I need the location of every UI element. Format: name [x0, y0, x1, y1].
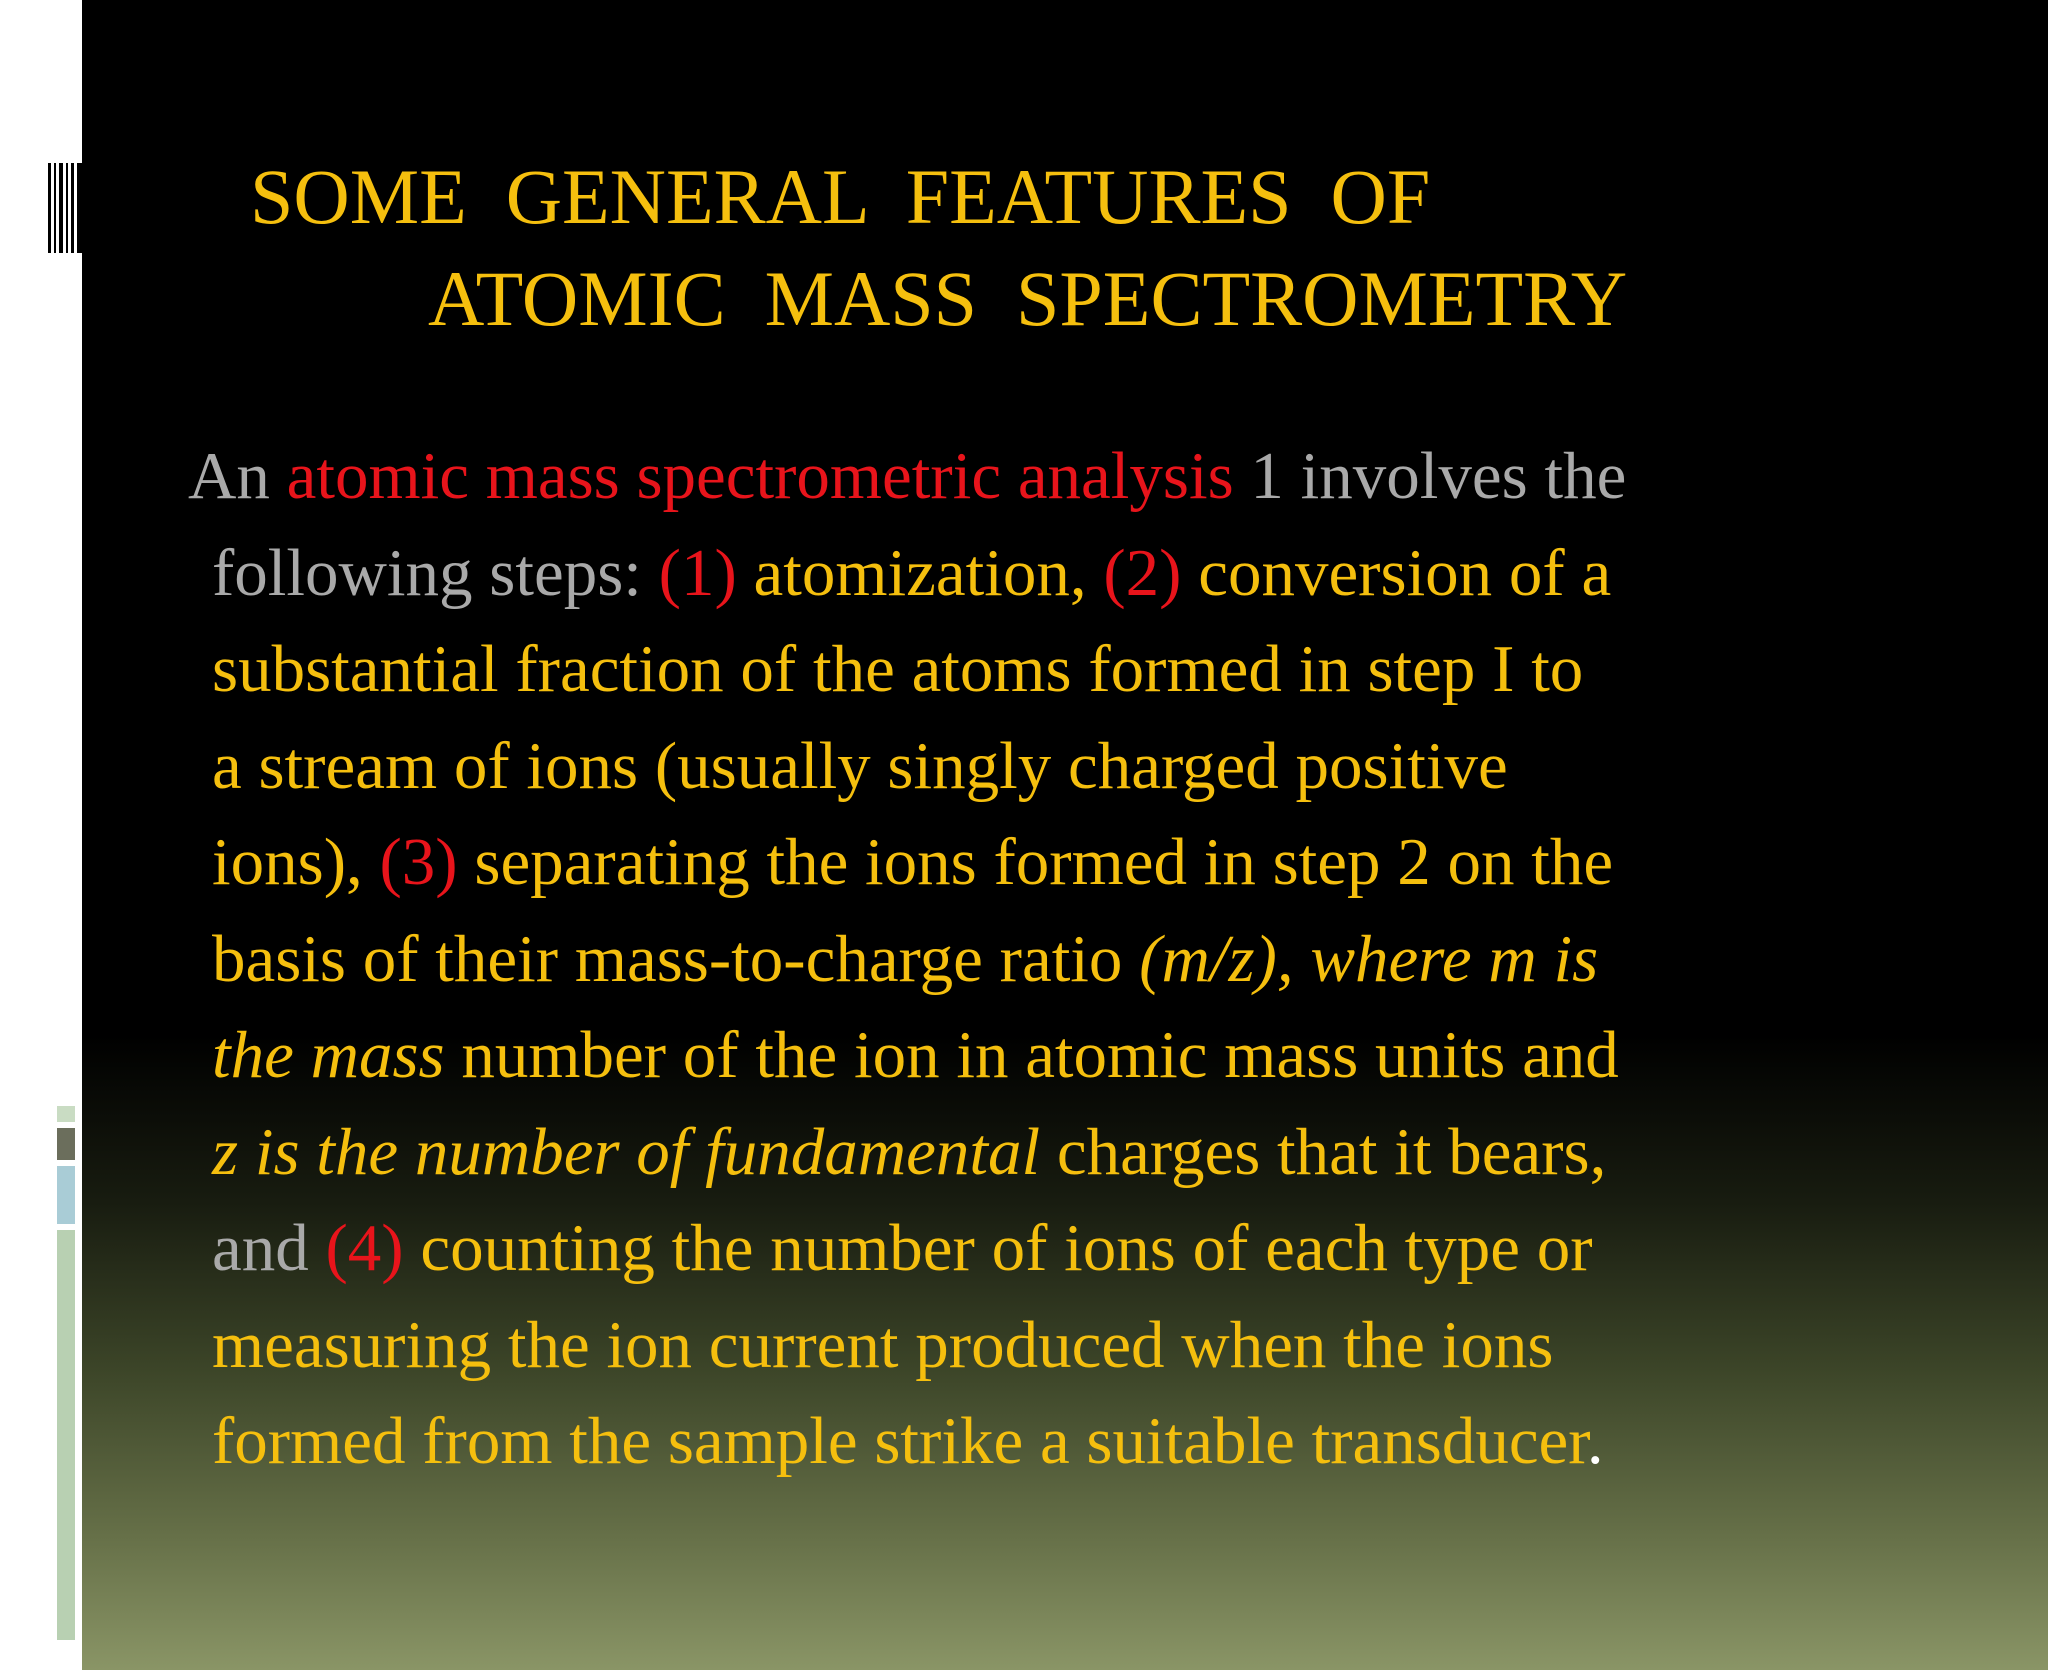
body-line — [212, 1104, 1972, 1201]
body-line — [212, 1393, 1972, 1490]
body-line — [212, 814, 1972, 911]
body-text-run: conversion of a — [1198, 535, 1612, 610]
body-text-run: ions), — [212, 825, 380, 899]
body-text-run: (1) — [658, 535, 754, 610]
slide-sidebar — [0, 0, 82, 1670]
body-line — [212, 621, 1972, 718]
body-text-run: (m/z), where m is — [1139, 921, 1599, 996]
barcode-decoration — [48, 163, 82, 253]
body-line — [212, 525, 1972, 622]
body-line — [212, 1297, 1972, 1394]
body-text-run: separating the ions formed in step 2 on the — [474, 825, 1614, 899]
slide-title-line-1: SOME GENERAL FEATURES OF — [250, 153, 1431, 240]
body-text-run: atomization, — [753, 535, 1104, 610]
body-text-run: the mass — [212, 1018, 462, 1092]
body-line — [212, 1007, 1972, 1104]
body-text-run: (3) — [379, 825, 475, 899]
body-text-run: number of the ion in atomic mass units and — [461, 1018, 1619, 1092]
body-text-run: (4) — [325, 1211, 421, 1285]
body-text-run: z is the number of fundamental — [212, 1114, 1057, 1189]
body-text-run: measuring the ion current produced when the ions — [212, 1307, 1554, 1382]
sidebar-block — [57, 1166, 75, 1224]
body-text-run: charges that it bears, — [1056, 1114, 1607, 1189]
body-text-run: basis of their mass-to-charge ratio — [212, 921, 1140, 996]
sidebar-block — [57, 1106, 75, 1122]
body-text-run: a stream of ions (usually singly charged positive — [212, 728, 1508, 803]
slide-body-text — [188, 428, 1972, 1490]
body-line — [212, 1200, 1972, 1297]
body-text-run: and — [212, 1211, 326, 1285]
body-text-run: counting the number of ions of each type or — [420, 1211, 1593, 1285]
body-line — [212, 718, 1972, 815]
body-text-run: . — [1586, 1404, 1604, 1478]
body-text-run: (2) — [1103, 535, 1199, 610]
body-line — [212, 911, 1972, 1008]
body-line — [188, 428, 1972, 525]
slide-title-line-2: ATOMIC MASS SPECTROMETRY — [428, 255, 1628, 342]
body-text-run: following steps: — [212, 535, 659, 610]
body-text-run: atomic mass spectrometric analysis — [286, 439, 1251, 513]
body-text-run: formed from the sample strike a suitable transducer — [212, 1404, 1587, 1478]
body-text-run: An — [188, 439, 287, 513]
body-text-run: 1 involves the — [1250, 439, 1627, 513]
sidebar-block — [57, 1128, 75, 1160]
sidebar-block — [57, 1230, 75, 1640]
body-text-run: substantial fraction of the atoms formed in step I to — [212, 632, 1584, 706]
